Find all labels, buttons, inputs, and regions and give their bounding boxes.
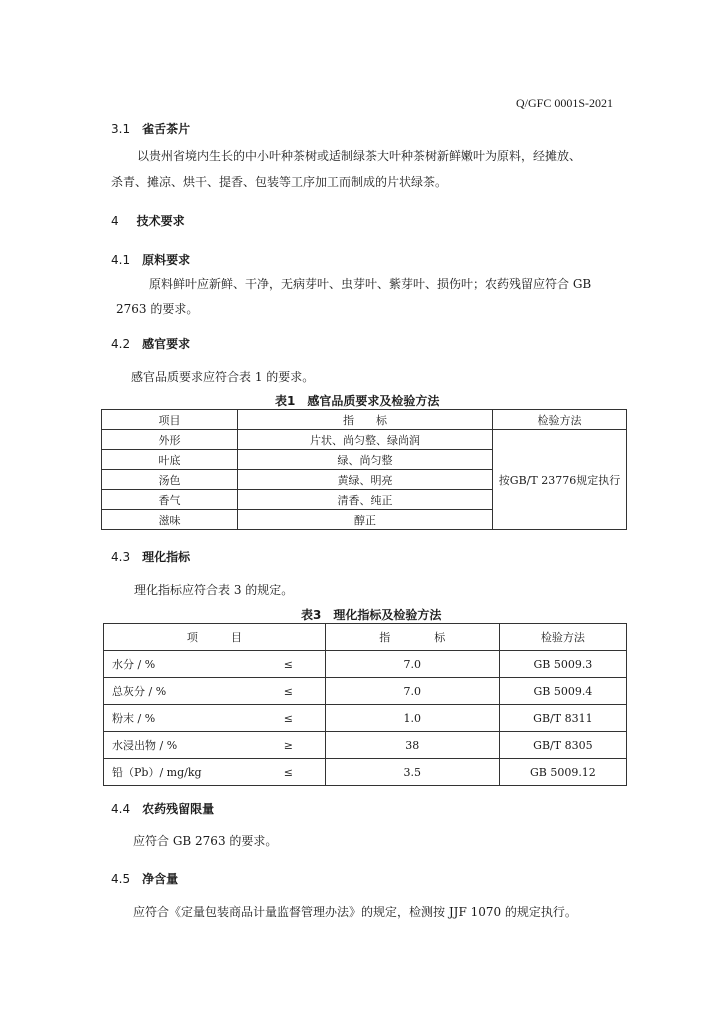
value-cell: 38 [325, 732, 499, 759]
table-header-cell: 指 标 [238, 410, 493, 430]
section-number: 4.2 [111, 337, 131, 351]
table-header-cell: 检验方法 [493, 410, 627, 430]
table-3-caption: 表3 理化指标及检验方法 [301, 608, 442, 622]
table-cell: 清香、纯正 [238, 490, 493, 510]
paragraph-4-4: 应符合 GB 2763 的要求。 [133, 834, 278, 848]
table-header-cell: 指 标 [325, 624, 499, 651]
section-title: 雀舌茶片 [142, 122, 191, 136]
section-number: 4.4 [111, 802, 131, 816]
section-3-1-heading [111, 120, 190, 137]
paragraph-3-1-line-2: 杀青、摊凉、烘干、提香、包装等工序加工而制成的片状绿茶。 [111, 175, 448, 189]
method-cell: GB/T 8311 [499, 705, 626, 732]
operator-cell: ≤ [252, 705, 325, 732]
value-cell: 7.0 [325, 651, 499, 678]
table-cell: 叶底 [102, 450, 238, 470]
table-cell: 片状、尚匀整、绿尚润 [238, 430, 493, 450]
section-4-3-heading [111, 548, 190, 565]
paragraph-3-1-line-1: 以贵州省境内生长的中小叶种茶树或适制绿茶大叶种茶树新鲜嫩叶为原料，经摊放、 [137, 149, 582, 163]
section-4-5-heading [111, 870, 178, 887]
paragraph-4-5: 应符合《定量包装商品计量监督管理办法》的规定，检测按 JJF 1070 的规定执行。 [133, 905, 577, 919]
table-1-caption: 表1 感官品质要求及检验方法 [275, 394, 440, 408]
table-row [104, 732, 627, 759]
table-header-cell: 检验方法 [499, 624, 626, 651]
table-row [102, 430, 627, 450]
section-4-1-heading [111, 251, 190, 268]
section-4-4-heading [111, 800, 214, 817]
operator-cell: ≤ [252, 678, 325, 705]
section-title: 原料要求 [142, 253, 191, 267]
operator-cell: ≥ [252, 732, 325, 759]
table-cell: 黄绿、明亮 [238, 470, 493, 490]
table-cell: 滋味 [102, 510, 238, 530]
section-title: 感官要求 [142, 337, 191, 351]
table-cell: 绿、尚匀整 [238, 450, 493, 470]
document-code: Q/GFC 0001S-2021 [515, 96, 613, 110]
table-3-physicochemical [103, 623, 627, 786]
table-cell: 外形 [102, 430, 238, 450]
operator-cell: ≤ [252, 759, 325, 786]
item-cell: 粉末 / % [104, 705, 253, 732]
section-number: 4.5 [111, 872, 131, 886]
method-cell: GB/T 8305 [499, 732, 626, 759]
section-number: 4.3 [111, 550, 131, 564]
value-cell: 3.5 [325, 759, 499, 786]
section-title: 农药残留限量 [142, 802, 215, 816]
method-cell: GB 5009.12 [499, 759, 626, 786]
table-header-row [104, 624, 627, 651]
method-cell: GB 5009.4 [499, 678, 626, 705]
item-cell: 水浸出物 / % [104, 732, 253, 759]
table-header-cell: 项目 [102, 410, 238, 430]
table-row [104, 759, 627, 786]
table-header-row [102, 410, 627, 430]
section-title: 净含量 [142, 872, 179, 886]
table-row [104, 651, 627, 678]
table-cell: 汤色 [102, 470, 238, 490]
method-cell: 按GB/T 23776规定执行 [493, 430, 627, 530]
item-cell: 水分 / % [104, 651, 253, 678]
table-row [104, 705, 627, 732]
section-number: 3.1 [111, 122, 131, 136]
paragraph-4-1-line-1: 原料鲜叶应新鲜、干净，无病芽叶、虫芽叶、紫芽叶、损伤叶；农药残留应符合 GB [149, 277, 592, 291]
paragraph-4-3: 理化指标应符合表 3 的规定。 [134, 583, 294, 597]
value-cell: 1.0 [325, 705, 499, 732]
section-4-2-heading [111, 335, 190, 352]
paragraph-4-1-line-2: 2763 的要求。 [116, 302, 199, 316]
table-cell: 香气 [102, 490, 238, 510]
table-cell: 醇正 [238, 510, 493, 530]
section-number: 4.1 [111, 253, 131, 267]
section-4-heading [111, 212, 185, 229]
section-title: 技术要求 [136, 214, 185, 228]
table-row [104, 678, 627, 705]
section-title: 理化指标 [142, 550, 191, 564]
section-number: 4 [111, 214, 119, 228]
value-cell: 7.0 [325, 678, 499, 705]
operator-cell: ≤ [252, 651, 325, 678]
item-cell: 总灰分 / % [104, 678, 253, 705]
method-cell: GB 5009.3 [499, 651, 626, 678]
paragraph-4-2: 感官品质要求应符合表 1 的要求。 [131, 370, 315, 384]
table-1-sensory [101, 409, 627, 530]
table-header-cell: 项 目 [104, 624, 326, 651]
item-cell: 铅（Pb）/ mg/kg [104, 759, 253, 786]
